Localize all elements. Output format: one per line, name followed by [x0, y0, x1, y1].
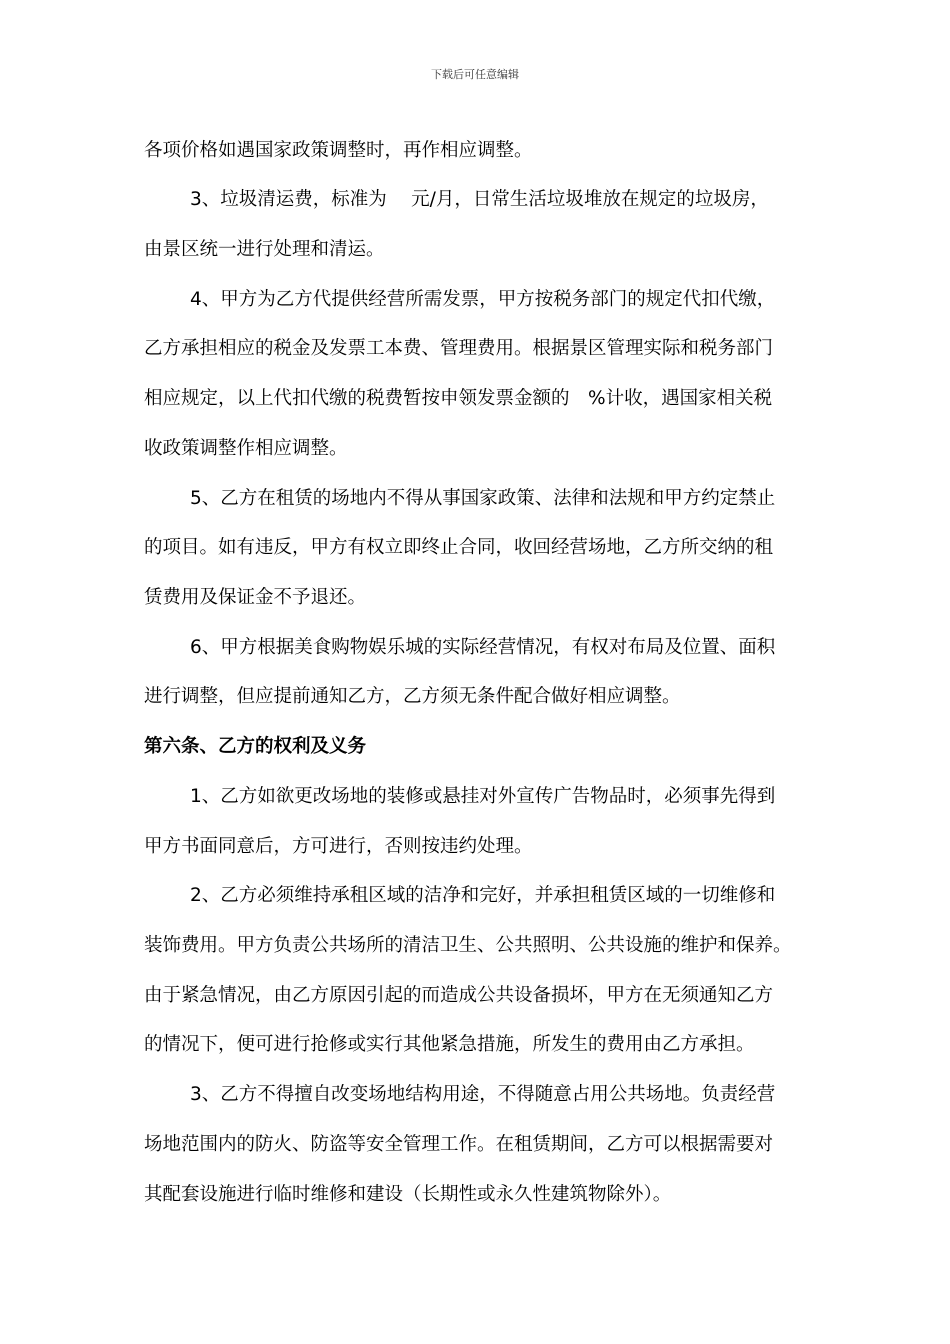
text-line: 由景区统一进行处理和清运。 [144, 239, 385, 260]
text-line: 由于紧急情况，由乙方原因引起的而造成公共设备损坏，甲方在无须通知乙方 [144, 985, 774, 1006]
text-line: 装饰费用。甲方负责公共场所的清洁卫生、公共照明、公共设施的维护和保养。 [144, 935, 792, 956]
text-line: 6、甲方根据美食购物娱乐城的实际经营情况，有权对布局及位置、面积 [190, 637, 776, 658]
text-line: 的项目。如有违反，甲方有权立即终止合同，收回经营场地，乙方所交纳的租 [144, 537, 774, 558]
text-line: 1、乙方如欲更改场地的装修或悬挂对外宣传广告物品时，必须事先得到 [190, 786, 776, 807]
section-heading: 第六条、乙方的权利及义务 [144, 736, 367, 757]
text-line: 3、乙方不得擅自改变场地结构用途，不得随意占用公共场地。负责经营 [190, 1084, 776, 1105]
text-line: 乙方承担相应的税金及发票工本费、管理费用。根据景区管理实际和税务部门 [144, 338, 774, 359]
text-line: 4、甲方为乙方代提供经营所需发票，甲方按税务部门的规定代扣代缴， [190, 289, 776, 310]
text-line: 收政策调整作相应调整。 [144, 438, 348, 459]
text-line: 甲方书面同意后，方可进行，否则按违约处理。 [144, 836, 533, 857]
text-line: 其配套设施进行临时维修和建设（长期性或永久性建筑物除外）。 [144, 1184, 672, 1205]
text-line: 进行调整，但应提前通知乙方，乙方须无条件配合做好相应调整。 [144, 686, 681, 707]
text-line: 的情况下，便可进行抢修或实行其他紧急措施，所发生的费用由乙方承担。 [144, 1034, 755, 1055]
text-line: 2、乙方必须维持承租区域的洁净和完好，并承担租赁区域的一切维修和 [190, 885, 776, 906]
text-line: 3、垃圾清运费，标准为 元/月，日常生活垃圾堆放在规定的垃圾房， [190, 189, 769, 210]
text-line: 相应规定，以上代扣代缴的税费暂按申领发票金额的 %计收，遇国家相关税 [144, 388, 773, 409]
text-line: 赁费用及保证金不予退还。 [144, 587, 367, 608]
text-line: 场地范围内的防火、防盗等安全管理工作。在租赁期间，乙方可以根据需要对 [144, 1134, 774, 1155]
text-line: 5、乙方在租赁的场地内不得从事国家政策、法律和法规和甲方约定禁止 [190, 488, 776, 509]
page-header: 下载后可任意编辑 [431, 68, 519, 81]
text-line: 各项价格如遇国家政策调整时，再作相应调整。 [144, 140, 533, 161]
